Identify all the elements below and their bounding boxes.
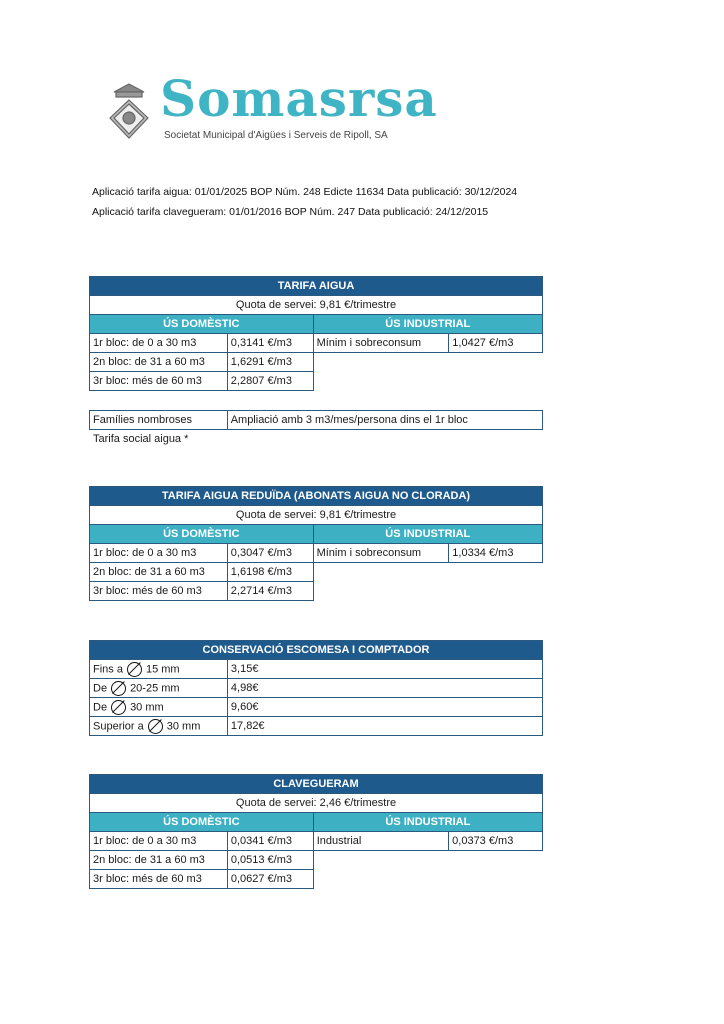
diameter-icon (148, 719, 163, 734)
industrial-label: Industrial (313, 832, 448, 851)
domestic-heading: ÚS DOMÈSTIC (90, 525, 314, 544)
block-label: 2n bloc: de 31 a 60 m3 (90, 851, 228, 870)
block-label: 2n bloc: de 31 a 60 m3 (90, 563, 228, 582)
table-row (90, 717, 543, 736)
block-label: 1r bloc: de 0 a 30 m3 (90, 544, 228, 563)
block-label: 1r bloc: de 0 a 30 m3 (90, 334, 228, 353)
block-value: 2,2807 €/m3 (227, 372, 313, 391)
industrial-heading: ÚS INDUSTRIAL (313, 315, 542, 334)
table-row (90, 698, 543, 717)
families-value: Ampliació amb 3 m3/mes/persona dins el 1r bloc (227, 411, 542, 430)
service-quota: Quota de servei: 2,46 €/trimestre (90, 794, 543, 813)
families-table (89, 410, 543, 430)
conservacio-table (89, 640, 543, 736)
diameter-icon (111, 700, 126, 715)
industrial-label: Mínim i sobreconsum (313, 334, 449, 353)
industrial-heading: ÚS INDUSTRIAL (313, 813, 542, 832)
price-value: 4,98€ (227, 679, 542, 698)
block-value: 0,3141 €/m3 (227, 334, 313, 353)
service-quota: Quota de servei: 9,81 €/trimestre (90, 296, 543, 315)
table-title: CLAVEGUERAM (90, 775, 543, 794)
sewer-tariff-publication: Aplicació tarifa clavegueram: 01/01/2016 BOP Núm. 247 Data publicació: 24/12/2015 (92, 206, 489, 218)
table-row (90, 851, 543, 870)
families-label: Famílies nombroses (90, 411, 228, 430)
water-tariff-publication: Aplicació tarifa aigua: 01/01/2025 BOP Núm. 248 Edicte 11634 Data publicació: 30/12/2024 (92, 186, 518, 198)
table-row (90, 679, 543, 698)
table-row (90, 563, 543, 582)
diameter-label: De 20-25 mm (90, 679, 228, 698)
table-row (90, 411, 543, 430)
block-label: 3r bloc: més de 60 m3 (90, 372, 228, 391)
price-value: 17,82€ (227, 717, 542, 736)
table-row (90, 870, 543, 889)
table-row (90, 544, 543, 563)
industrial-value: 1,0334 €/m3 (449, 544, 543, 563)
industrial-value: 1,0427 €/m3 (449, 334, 543, 353)
domestic-heading: ÚS DOMÈSTIC (90, 315, 314, 334)
tarifa-reduida-table (89, 486, 543, 601)
block-label: 3r bloc: més de 60 m3 (90, 870, 228, 889)
domestic-heading: ÚS DOMÈSTIC (90, 813, 314, 832)
block-value: 0,3047 €/m3 (227, 544, 313, 563)
table-title: TARIFA AIGUA (90, 277, 543, 296)
industrial-value: 0,0373 €/m3 (449, 832, 543, 851)
table-row (90, 582, 543, 601)
clavegueram-table (89, 774, 543, 889)
table-title: CONSERVACIÓ ESCOMESA I COMPTADOR (90, 641, 543, 660)
diameter-label: Superior a 30 mm (90, 717, 228, 736)
service-quota: Quota de servei: 9,81 €/trimestre (90, 506, 543, 525)
tarifa-aigua-table (89, 276, 543, 391)
diameter-label: Fins a 15 mm (90, 660, 228, 679)
industrial-label: Mínim i sobreconsum (313, 544, 449, 563)
table-row (90, 660, 543, 679)
company-subtitle: Societat Municipal d'Aigües i Serveis de Ripoll, SA (164, 130, 388, 141)
table-title: TARIFA AIGUA REDUÏDA (ABONATS AIGUA NO CLORADA) (90, 487, 543, 506)
coat-of-arms-icon (106, 82, 152, 140)
price-value: 9,60€ (227, 698, 542, 717)
price-value: 3,15€ (227, 660, 542, 679)
block-label: 2n bloc: de 31 a 60 m3 (90, 353, 228, 372)
table-row (90, 353, 543, 372)
table-row (90, 832, 543, 851)
industrial-heading: ÚS INDUSTRIAL (313, 525, 542, 544)
block-label: 1r bloc: de 0 a 30 m3 (90, 832, 228, 851)
block-value: 0,0627 €/m3 (227, 870, 313, 889)
social-tariff-note: Tarifa social aigua * (93, 433, 189, 445)
block-value: 0,0341 €/m3 (227, 832, 313, 851)
block-value: 1,6198 €/m3 (227, 563, 313, 582)
block-value: 0,0513 €/m3 (227, 851, 313, 870)
diameter-icon (127, 662, 142, 677)
diameter-label: De 30 mm (90, 698, 228, 717)
block-value: 2,2714 €/m3 (227, 582, 313, 601)
block-value: 1,6291 €/m3 (227, 353, 313, 372)
table-row (90, 334, 543, 353)
table-row (90, 372, 543, 391)
company-logo-text: Somasrsa (160, 69, 438, 128)
diameter-icon (111, 681, 126, 696)
block-label: 3r bloc: més de 60 m3 (90, 582, 228, 601)
